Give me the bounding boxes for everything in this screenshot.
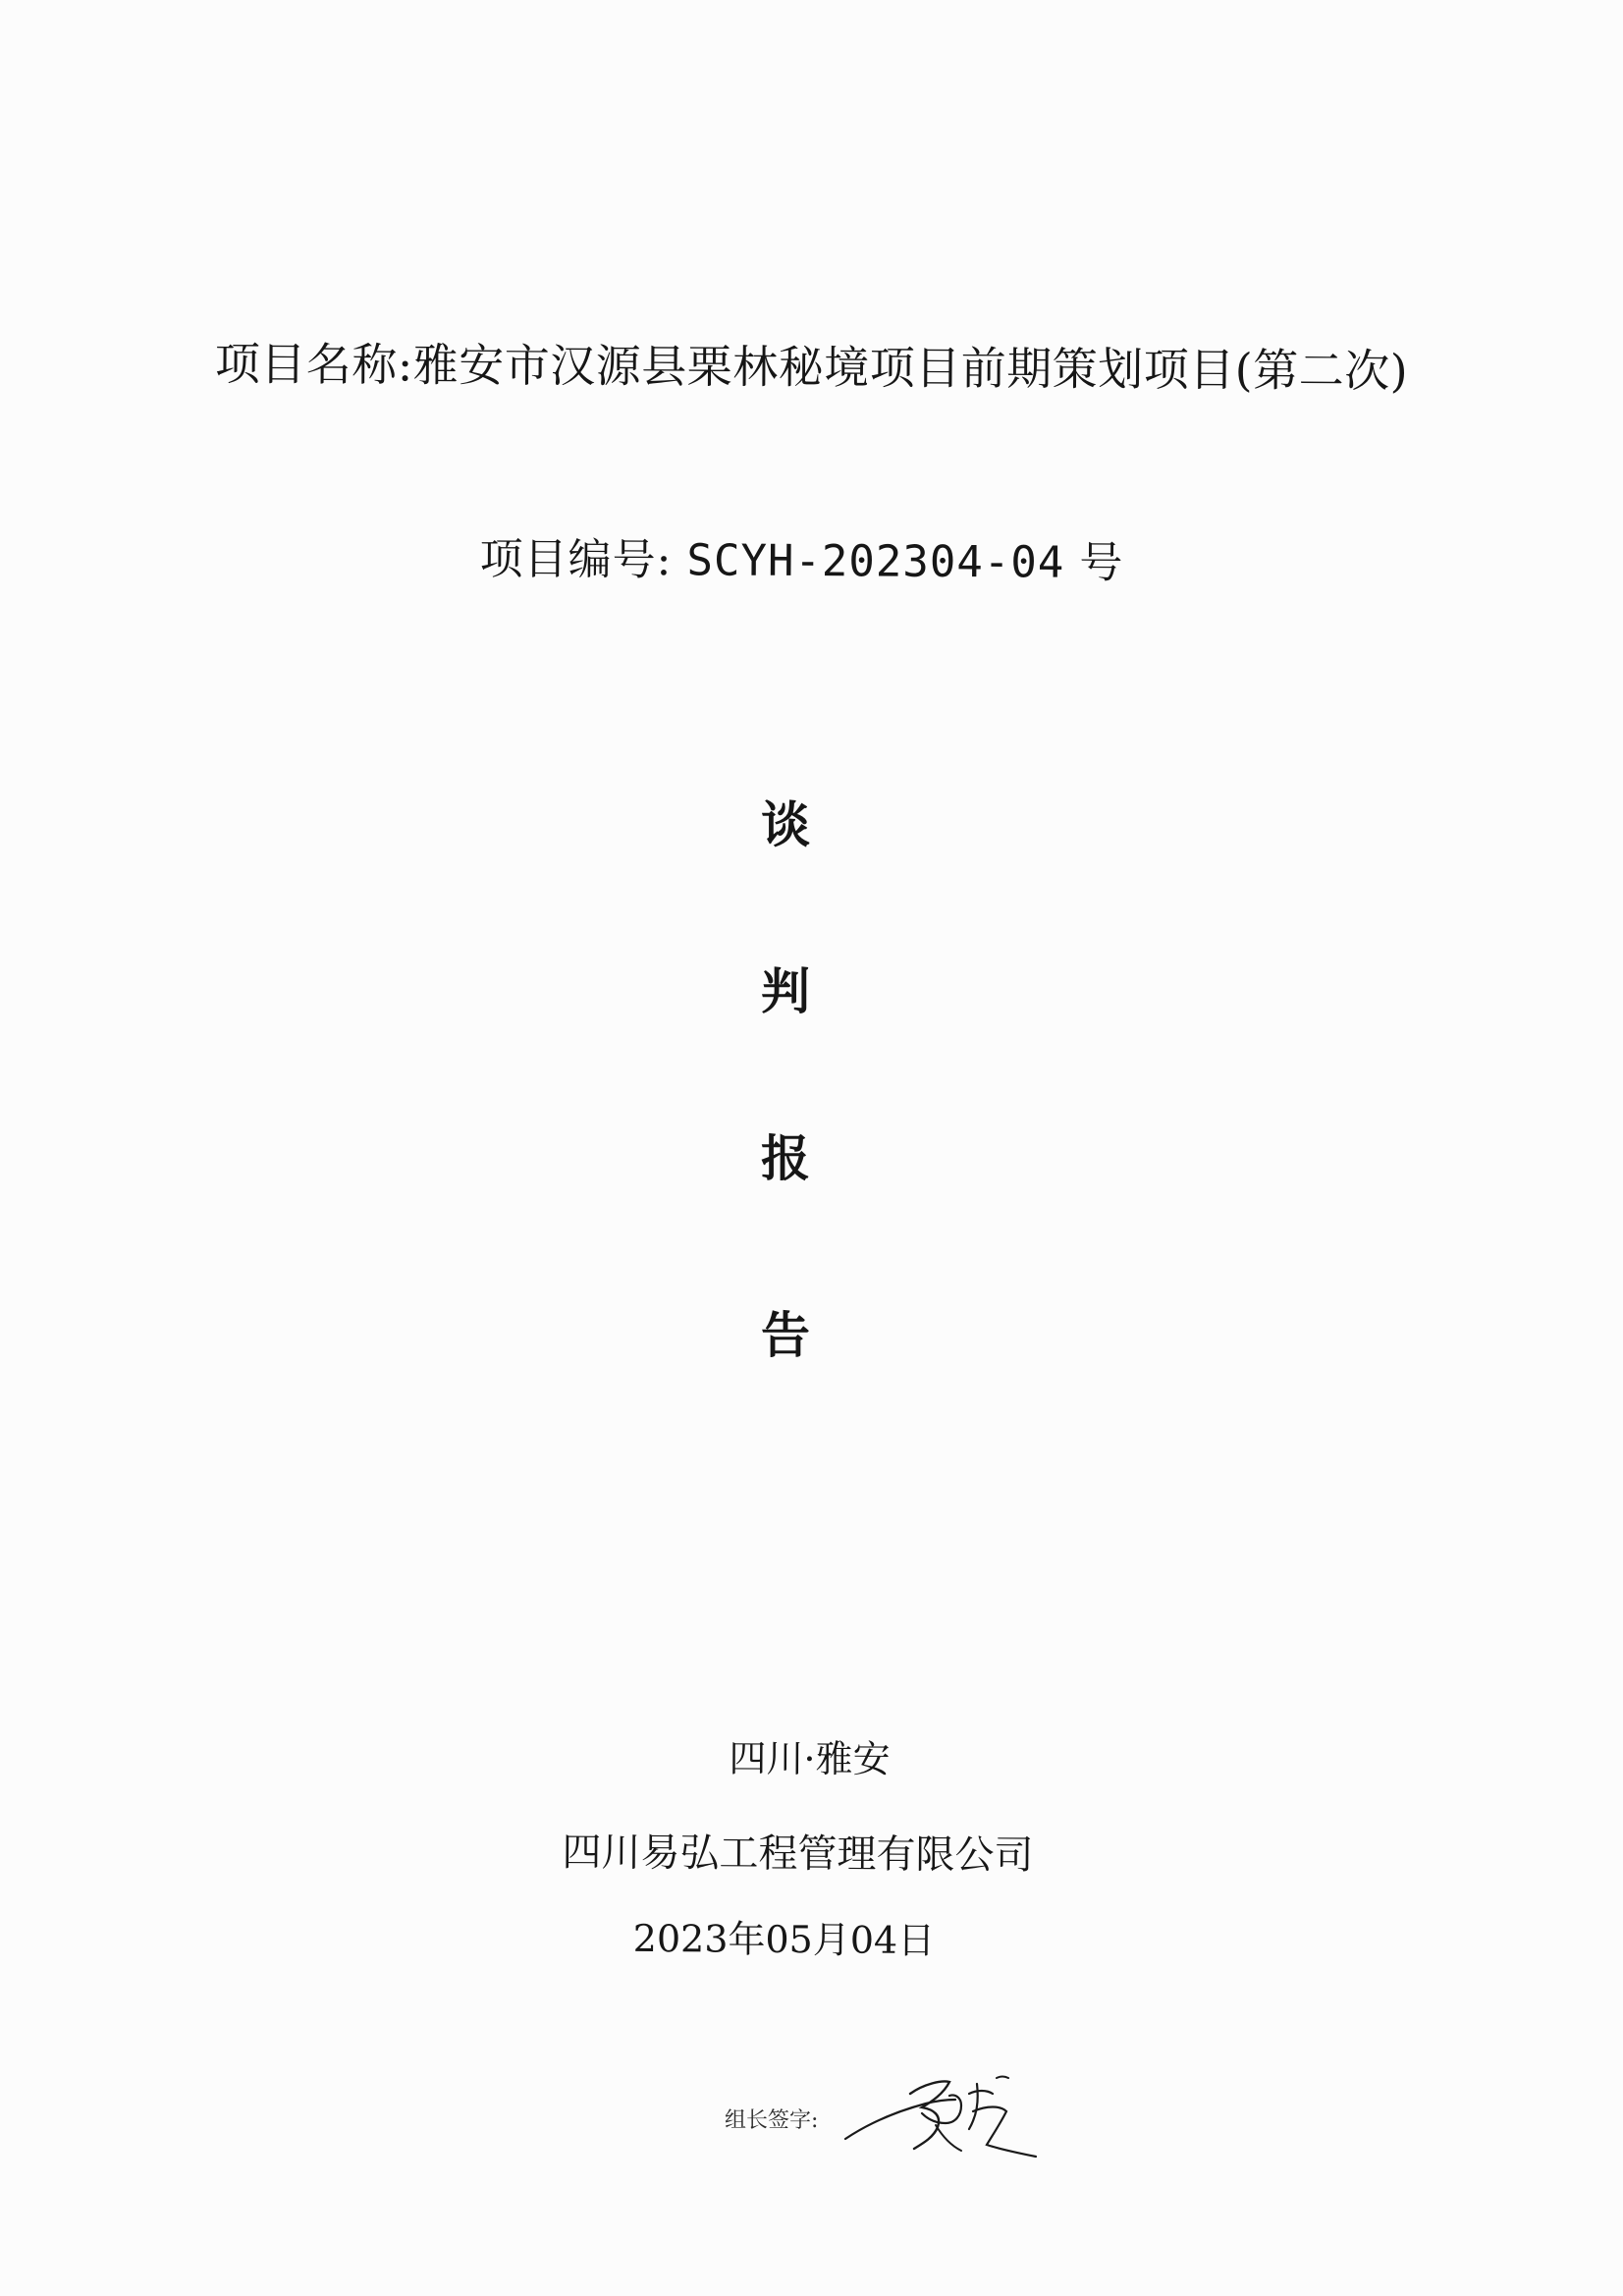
location-line: 四川·雅安 bbox=[729, 1736, 891, 1781]
heading-char-3: 报 bbox=[761, 1130, 810, 1187]
signature-label: 组长签字: bbox=[725, 2108, 819, 2133]
project-number-line bbox=[0, 520, 1613, 593]
project-number-label: 项目编号: bbox=[479, 533, 673, 586]
handwritten-signature bbox=[839, 2054, 1046, 2162]
report-date: 2023年05月04日 bbox=[632, 1916, 936, 1963]
project-number-suffix: 号 bbox=[1079, 537, 1124, 589]
heading-char-2: 判 bbox=[761, 963, 810, 1020]
project-name-line: 项目名称:雅安市汉源县栗林秘境项目前期策划项目(第二次) bbox=[214, 337, 1409, 398]
heading-char-1: 谈 bbox=[761, 796, 810, 853]
company-name: 四川易弘工程管理有限公司 bbox=[562, 1830, 1034, 1879]
project-number-code: SCYH-202304-04 bbox=[686, 535, 1065, 588]
heading-char-4: 告 bbox=[761, 1307, 810, 1364]
